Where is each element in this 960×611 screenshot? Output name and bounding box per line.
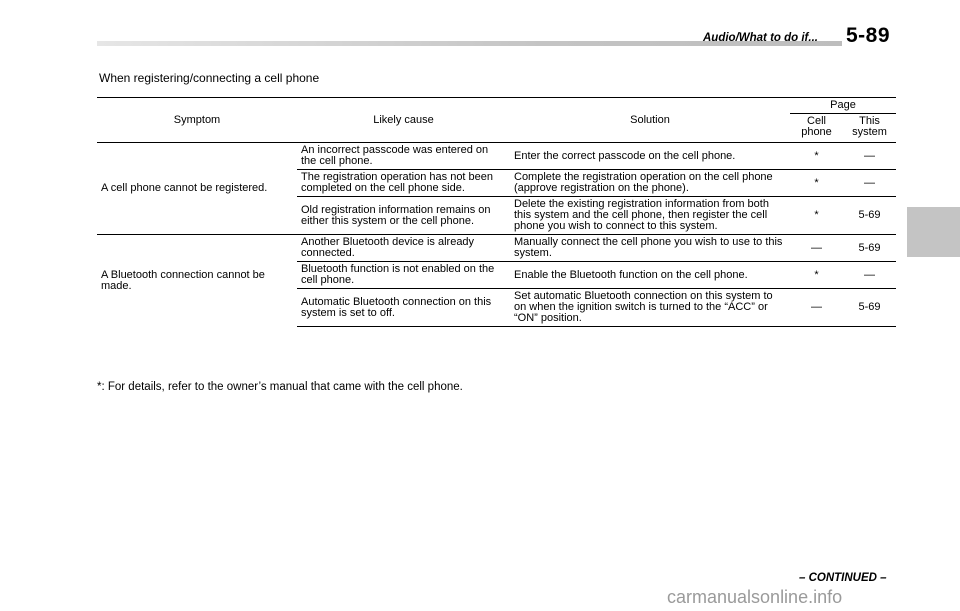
solution-cell: Enter the correct passcode on the cell phone. — [510, 143, 790, 170]
header-this-system: This system — [843, 114, 896, 143]
page-heading: When registering/connecting a cell phone — [99, 71, 320, 85]
this-system-page-cell: — — [843, 143, 896, 170]
solution-cell: Set automatic Bluetooth connection on this system to on when the ignition switch is turned to the “ACC” or “ON” position. — [510, 289, 790, 327]
cause-cell: Another Bluetooth device is already connected. — [297, 235, 510, 262]
this-system-page-cell: — — [843, 170, 896, 197]
cause-cell: The registration operation has not been completed on the cell phone side. — [297, 170, 510, 197]
this-system-page-cell: 5-69 — [843, 289, 896, 327]
this-system-page-cell: 5-69 — [843, 197, 896, 235]
cell-phone-page-cell: — — [790, 235, 843, 262]
header-solution: Solution — [510, 98, 790, 143]
header-likely-cause: Likely cause — [297, 98, 510, 143]
cell-phone-page-cell: * — [790, 170, 843, 197]
cell-phone-page-cell: * — [790, 143, 843, 170]
symptom-cell: A Bluetooth connection cannot be made. — [97, 235, 297, 327]
troubleshooting-table — [97, 97, 896, 327]
cause-cell: Bluetooth function is not enabled on the cell phone. — [297, 262, 510, 289]
chapter-tab — [907, 207, 960, 257]
continued-label: – CONTINUED – — [799, 572, 887, 584]
solution-cell: Manually connect the cell phone you wish to use to this system. — [510, 235, 790, 262]
footnote: *: For details, refer to the owner’s manual that came with the cell phone. — [97, 381, 463, 393]
header-page: Page — [790, 98, 896, 114]
page-number: 5-89 — [846, 24, 891, 47]
this-system-page-cell: 5-69 — [843, 235, 896, 262]
cause-cell: Automatic Bluetooth connection on this system is set to off. — [297, 289, 510, 327]
section-title: Audio/What to do if... — [703, 32, 818, 44]
header-symptom: Symptom — [97, 98, 297, 143]
solution-cell: Enable the Bluetooth function on the cell phone. — [510, 262, 790, 289]
cell-phone-page-cell: — — [790, 289, 843, 327]
header-cell-phone: Cell phone — [790, 114, 843, 143]
symptom-cell: A cell phone cannot be registered. — [97, 143, 297, 235]
cause-cell: Old registration information remains on either this system or the cell phone. — [297, 197, 510, 235]
cell-phone-page-cell: * — [790, 262, 843, 289]
this-system-page-cell: — — [843, 262, 896, 289]
solution-cell: Delete the existing registration information from both this system and the cell phone, then register the cell phone you wish to connect to this system. — [510, 197, 790, 235]
cause-cell: An incorrect passcode was entered on the cell phone. — [297, 143, 510, 170]
watermark: carmanualsonline.info — [667, 587, 843, 607]
table-row — [97, 235, 896, 262]
cell-phone-page-cell: * — [790, 197, 843, 235]
table-row — [97, 143, 896, 170]
solution-cell: Complete the registration operation on the cell phone (approve registration on the phone). — [510, 170, 790, 197]
